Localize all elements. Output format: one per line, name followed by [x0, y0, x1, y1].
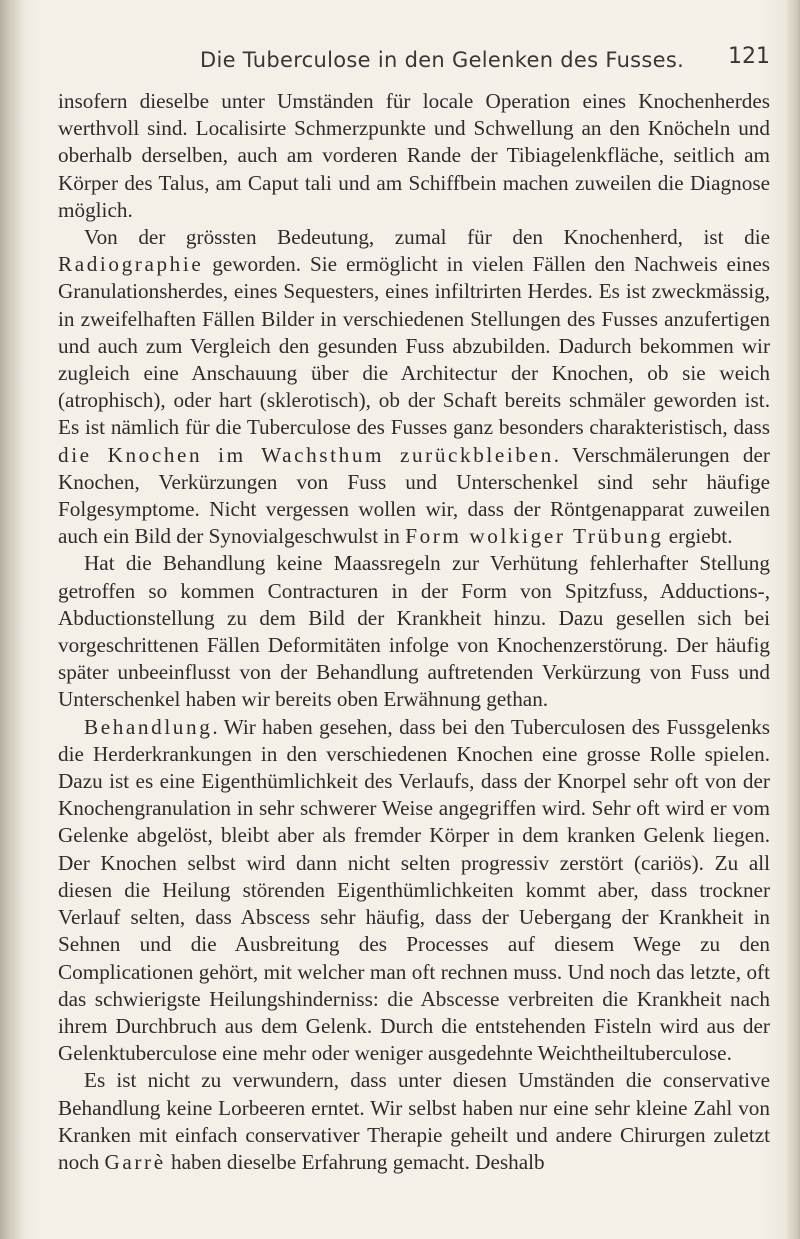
spaced-emphasis: Radiographie	[58, 252, 204, 277]
page-number: 121	[728, 44, 770, 69]
paragraph-text: haben dieselbe Erfahrung gemacht. Deshalb	[165, 1149, 545, 1174]
paragraph-text: Es ist nicht zu verwundern, dass unter diesen Umständen die conservative Behandlung keine Lorbeeren erntet. Wir selbst haben nur eine sehr kleine Zahl von Kranken mit einfach conservativer Therapie geheilt und andere Chirurgen zuletzt noch	[58, 1068, 770, 1174]
paragraph	[58, 1067, 770, 1176]
paragraph-text: Von der grössten Bedeutung, zumal für den Knochenherd, ist die	[84, 225, 770, 250]
paragraph-text: . Wir haben gesehen, dass bei den Tuberculosen des Fussgelenks die Herderkrankungen in den verschiedenen Knochen eine grosse Rolle spielen. Dazu ist es eine Eigenthümlichkeit des Verlaufs, dass der Knorpel sehr oft von der Knochengranulation in sehr schwerer Weise angegriffen wird. Sehr oft wird er vom Gelenke abgelöst, bleibt aber als fremder Körper in dem kranken Gelenk liegen. Der Knochen selbst wird dann nicht selten progressiv zerstört (cariös). Zu all diesen die Heilung störenden Eigenthümlichkeiten kommt aber, dass trockner Verlauf selten, dass Abscess sehr häufig, dass der Uebergang der Krankheit in Sehnen und die Ausbreitung des Processes auf diesem Wege zu den Complicationen gehört, mit welcher man oft rechnen muss. Und noch das letzte, oft das schwierigste Heilungshinderniss: die Abscesse verbreiten die Krankheit nach ihrem Durchbruch aus dem Gelenk. Durch die entstehenden Fisteln wird aus der Gelenktuberculose eine mehr oder weniger ausgedehnte Weichtheiltuberculose.	[58, 714, 770, 1066]
paragraph-text: ergiebt.	[663, 524, 733, 549]
section-heading-behandlung: Behandlung	[84, 714, 213, 739]
paragraph-text: insofern dieselbe unter Umständen für locale Operation eines Knochenherdes werthvoll sind. Localisirte Schmerzpunkte und Schwellung an den Knöcheln und oberhalb derselben, auch am vorderen Rande der Tibiagelenkfläche, seitlich am Körper des Talus, am Caput tali und am Schiffbein machen zuweilen die Diagnose möglich.	[58, 89, 770, 222]
spaced-emphasis: die Knochen im Wachsthum zurückbleiben	[58, 442, 554, 467]
running-title: Die Tuberculose in den Gelenken des Fusses.	[200, 48, 685, 72]
paragraph	[58, 88, 770, 224]
paragraph	[58, 714, 770, 1068]
spaced-emphasis: Garrè	[104, 1149, 166, 1174]
paragraph-text: geworden. Sie ermöglicht in vielen Fällen den Nachweis eines Granulationsherdes, eines Sequesters, eines infiltrirten Herdes. Es ist zweckmässig, in zweifelhaften Fällen Bilder in verschiedenen Stellungen des Fusses anzufertigen und auch zum Vergleich den gesunden Fuss abzubilden. Dadurch bekommen wir zugleich eine Anschauung über die Architectur der Knochen, ob sie weich (atrophisch), oder hart (sklerotisch), ob der Schaft bereits schmäler geworden ist. Es ist nämlich für die Tuberculose des Fusses ganz besonders charakteristisch, dass	[58, 252, 770, 440]
body-text	[58, 88, 770, 1176]
paragraph	[58, 224, 770, 550]
page-binding-shadow	[0, 0, 24, 1239]
spaced-emphasis: Form wolkiger Trübung	[405, 524, 664, 549]
paragraph-text: . Verschmälerungen der Knochen, Verkürzungen von Fuss und Unterschenkel sind sehr häufige Folgesymptome. Nicht vergessen wollen wir, dass der Röntgenapparat zuweilen auch ein Bild der Synovialgeschwulst in	[58, 442, 770, 549]
paragraph-text: Hat die Behandlung keine Maassregeln zur Verhütung fehlerhafter Stellung getroffen so kommen Contracturen in der Form von Spitzfuss, Adductions-, Abductionstellung zu dem Bild der Krankheit hinzu. Dazu gesellen sich bei vorgeschrittenen Fällen Deformitäten infolge von Knochenzerstörung. Der häufig später unbeeinflusst von der Behandlung auftretenden Verkürzung von Fuss und Unterschenkel haben wir bereits oben Erwähnung gethan.	[58, 551, 770, 712]
paragraph	[58, 550, 770, 713]
page-edge-shadow	[786, 0, 800, 1239]
running-header	[58, 44, 770, 80]
